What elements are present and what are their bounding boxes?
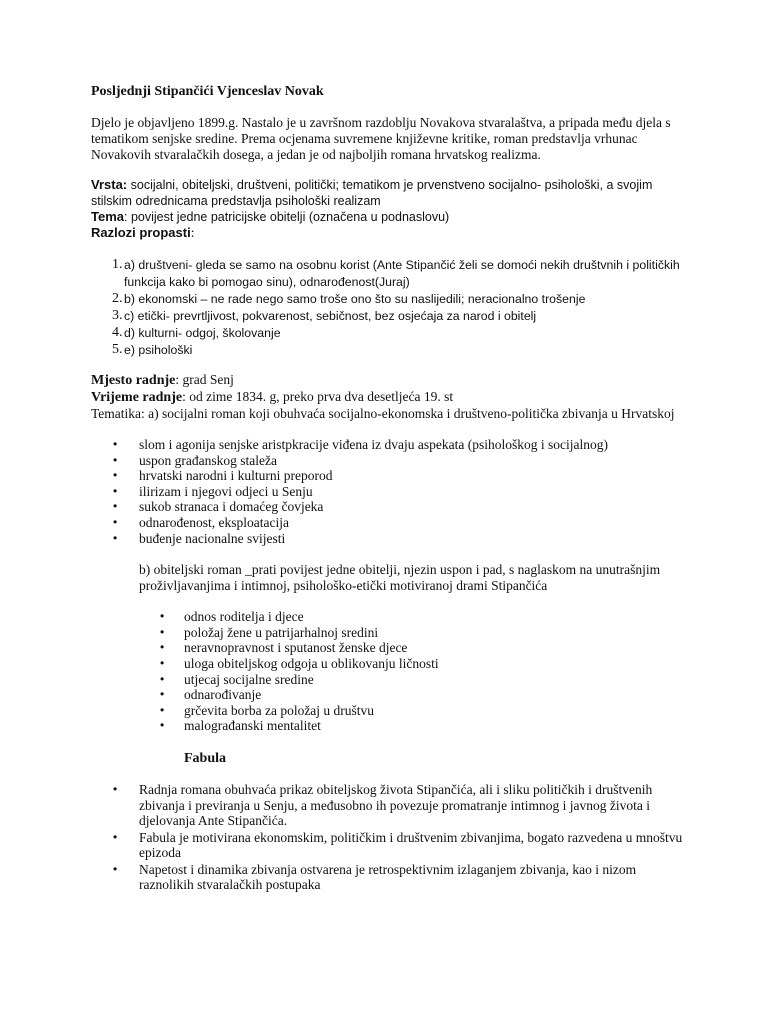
list-number: 3. (112, 307, 123, 323)
list-item (91, 325, 691, 342)
tematika-a-paragraph: Tematika: a) socijalni roman koji obuhvaća socijalno-ekonomska i društveno-politička zbivanja u Hrvatskoj (91, 406, 675, 421)
razlozi-colon: : (190, 225, 195, 240)
razlozi-label: Razlozi propasti (91, 225, 191, 240)
list-number: 5. (112, 341, 123, 357)
fabula-heading: Fabula (184, 750, 227, 766)
list-item: • Napetost i dinamika zbivanja ostvarena je retrospektivnim izlaganjem zbivanja, kao i nizom raznolikih stvaralačkih postupaka (91, 862, 691, 893)
vrsta-label: Vrsta: (91, 177, 128, 192)
list-item: • Fabula je motivirana ekonomskim, političkim i društvenim zbivanjima, bogato razvedena u mnoštvu epizoda (91, 830, 691, 861)
list-item: • slom i agonija senjske aristpkracije viđena iz dvaju aspekata (psihološkog i socijalnog) (91, 437, 691, 453)
list-item-text: a) društveni- gleda se samo na osobnu korist (Ante Stipančić želi se domoći nekih društvnih i političkih funkcija kako bi pomogao sinu), odnarođenost(Juraj) (124, 258, 680, 289)
list-item: • uspon građanskog staleža (91, 453, 691, 469)
razlozi-list (91, 257, 691, 358)
list-item (91, 342, 691, 359)
list-item: • odnarođenost, eksploatacija (91, 515, 691, 531)
tematika-b-paragraph: b) obiteljski roman _prati povijest jedne obitelji, njezin uspon i pad, s naglaskom na unutrašnjim proživljavanjima i intimnoj, psihološko-etički motiviranoj drami Stipančića (139, 562, 661, 594)
razlozi-heading (91, 225, 691, 241)
list-item: • malograđanski mentalitet (91, 718, 691, 734)
list-item (91, 291, 691, 308)
vrsta-text: socijalni, obiteljski, društveni, politički; tematikom je prvenstveno socijalno- psihološki, a svojim stilskim odrednicama predstavlja psihološki realizam (91, 178, 653, 208)
list-item: • grčevita borba za položaj u društvu (91, 703, 691, 719)
fabula-list (91, 782, 691, 893)
mjesto-text: : grad Senj (175, 372, 234, 387)
list-item: • uloga obiteljskog odgoja u oblikovanju ličnosti (91, 656, 691, 672)
tematika-a-list (91, 437, 691, 546)
list-item: • sukob stranaca i domaćeg čovjeka (91, 499, 691, 515)
intro-paragraph: Djelo je objavljeno 1899.g. Nastalo je u završnom razdoblju Novakova stvaralaštva, a pripada među djela s tematikom senjske sredine. Prema ocjenama suvremene književne kritike, roman predstavlja vrhunac Novakovih stvaralačkih dosega, a jedan je od najboljih romana hrvatskog realizma. (91, 115, 671, 162)
list-item (91, 257, 691, 290)
vrijeme-text: : od zime 1834. g, preko prva dva desetljeća 19. st (182, 389, 454, 404)
list-number: 4. (112, 324, 123, 340)
tematika-b-list (91, 609, 691, 734)
list-item: • odnos roditelja i djece (91, 609, 691, 625)
tema-label: Tema (91, 209, 124, 224)
document-page (91, 84, 691, 893)
list-item-text: d) kulturni- odgoj, školovanje (124, 325, 281, 340)
list-item: • neravnopravnost i sputanost ženske djece (91, 640, 691, 656)
vrijeme-paragraph (91, 389, 691, 406)
list-item (91, 308, 691, 325)
mjesto-label: Mjesto radnje (91, 373, 176, 388)
list-item: • odnarođivanje (91, 687, 691, 703)
list-item: • utjecaj socijalne sredine (91, 672, 691, 688)
list-item-text: b) ekonomski – ne rade nego samo troše ono što su naslijedili; neracionalno trošenje (124, 291, 586, 306)
list-item: • ilirizam i njegovi odjeci u Senju (91, 484, 691, 500)
vrsta-paragraph (91, 177, 691, 209)
list-item: • hrvatski narodni i kulturni preporod (91, 468, 691, 484)
list-item-text: c) etički- prevrtljivost, pokvarenost, sebičnost, bez osjećaja za narod i obitelj (124, 308, 537, 323)
list-number: 2. (112, 290, 123, 306)
list-item: • Radnja romana obuhvaća prikaz obiteljskog života Stipančića, ali i sliku političkih i društvenih zbivanja i previranja u Senju, a međusobno ih povezuje promatranje intimnog i javnog života i djelovanja Ante Stipančića. (91, 782, 691, 829)
list-item-text: e) psihološki (124, 342, 193, 357)
tema-paragraph (91, 209, 691, 225)
tema-text: : povijest jedne patricijske obitelji (označena u podnaslovu) (124, 210, 450, 224)
mjesto-paragraph (91, 372, 691, 389)
list-item: • buđenje nacionalne svijesti (91, 531, 691, 547)
document-title: Posljednji Stipančići Vjenceslav Novak (91, 84, 324, 99)
vrijeme-label: Vrijeme radnje (91, 390, 183, 405)
list-number: 1. (112, 257, 123, 272)
list-item: • položaj žene u patrijarhalnoj sredini (91, 625, 691, 641)
